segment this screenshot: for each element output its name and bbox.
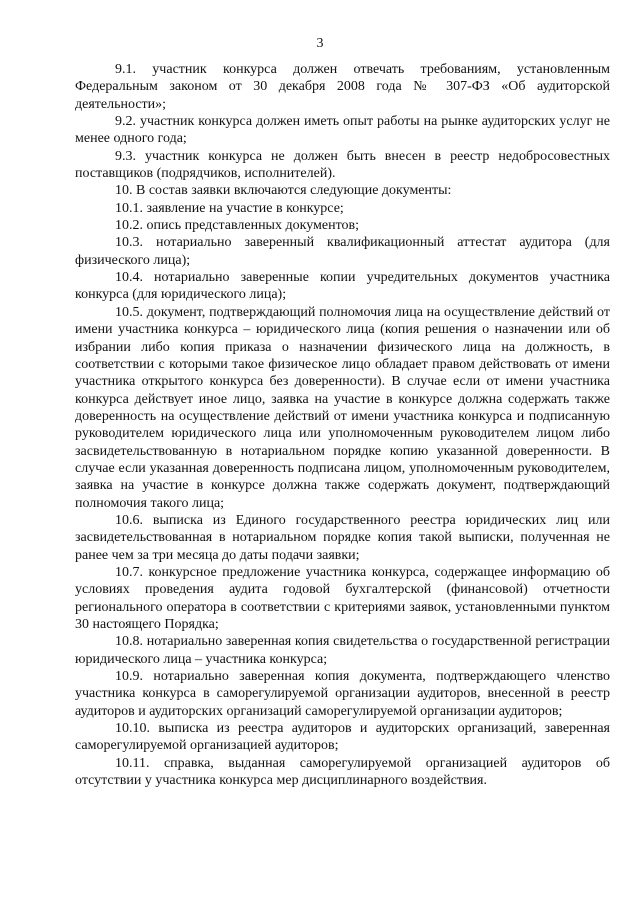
page-number: 3 bbox=[316, 36, 324, 51]
paragraph-10-7: 10.7. конкурсное предложение участника конкурса, содержащее информацию об условиях проведения аудита годовой бухгалтерской (финансовой) отчетности регионального оператора в соответствии с критериями заявок, установленными пунктом 30 настоящего Порядка; bbox=[75, 564, 610, 632]
paragraph-10-11: 10.11. справка, выданная саморегулируемой организацией аудиторов об отсутствии у участника конкурса мер дисциплинарного воздействия. bbox=[75, 755, 610, 789]
paragraph-9-2: 9.2. участник конкурса должен иметь опыт работы на рынке аудиторских услуг не менее одного года; bbox=[75, 114, 610, 147]
paragraph-10-9: 10.9. нотариально заверенная копия документа, подтверждающего членство участника конкурса в саморегулируемой организации аудиторов, внесенной в реестр аудиторов и аудиторских организаций саморегулируемой организации аудиторов; bbox=[75, 669, 610, 719]
paragraph-10-10: 10.10. выписка из реестра аудиторов и аудиторских организаций, заверенная саморегулируемой организацией аудиторов; bbox=[75, 721, 610, 754]
paragraph-10-2: 10.2. опись представленных документов; bbox=[115, 218, 360, 234]
paragraph-9-1: 9.1. участник конкурса должен отвечать требованиям, установленным Федеральным законом от 30 декабря 2008 года № 307-ФЗ «Об аудиторской деятельности»; bbox=[75, 62, 610, 112]
paragraph-9-3: 9.3. участник конкурса не должен быть внесен в реестр недобросовестных поставщиков (подрядчиков, исполнителей). bbox=[75, 148, 610, 182]
document-body bbox=[75, 61, 610, 789]
paragraph-10-3: 10.3. нотариально заверенный квалификационный аттестат аудитора (для физического лица); bbox=[75, 235, 610, 268]
paragraph-10-6: 10.6. выписка из Единого государственного реестра юридических лиц или засвидетельствованная в нотариальном порядке копия такой выписки, полученная не ранее чем за три месяца до даты подачи заявки; bbox=[75, 512, 610, 563]
paragraph-10-1: 10.1. заявление на участие в конкурсе; bbox=[115, 200, 344, 216]
paragraph-10-8: 10.8. нотариально заверенная копия свидетельства о государственной регистрации юридического лица – участника конкурса; bbox=[75, 634, 610, 667]
paragraph-10-4: 10.4. нотариально заверенные копии учредительных документов участника конкурса (для юридического лица); bbox=[75, 270, 610, 303]
paragraph-10-5: 10.5. документ, подтверждающий полномочия лица на осуществление действий от имени участника конкурса – юридического лица (копия решения о назначении или об избрании либо копия приказа о назначении физического лица на должность, в соответствии с которыми такое физическое лицо обладает правом действовать от имени участника открытого конкурса без доверенности). В случае если от имени участника конкурса действует иное лицо, заявка на участие в конкурсе должна содержать также доверенность на осуществление действий от имени участника конкурса и подписанную руководителем юридического лица или уполномоченным руководителем лицом либо засвидетельствованную в нотариальном порядке копию указанной доверенности. В случае если указанная доверенность подписана лицом, уполномоченным руководителем, заявка на участие в конкурсе должна также содержать документ, подтверждающий полномочия такого лица; bbox=[75, 304, 610, 511]
paragraph-10: 10. В состав заявки включаются следующие документы: bbox=[115, 183, 452, 199]
